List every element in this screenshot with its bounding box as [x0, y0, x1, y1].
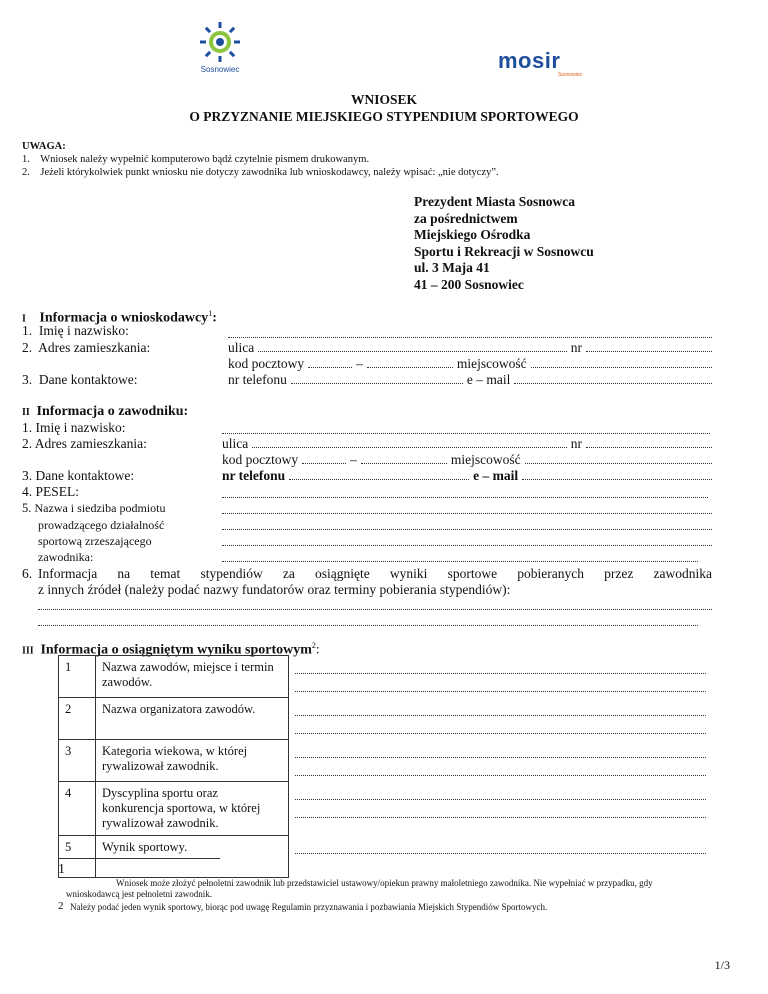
row-num: 1 — [59, 656, 96, 698]
row-num: 4 — [59, 782, 96, 836]
s2-stipend-field-2[interactable] — [38, 614, 698, 626]
s1-contact-row[interactable]: nr telefonu e – mail — [228, 372, 712, 388]
section-1-heading: I Informacja o wnioskodawcy$^1$: — [22, 309, 217, 326]
addressee-line: za pośrednictwem — [414, 210, 518, 226]
s1-item-1: 1. Imię i nazwisko: — [22, 323, 129, 338]
footnote-1-text: Wniosek może złożyć pełnoletni zawodnik lub przedstawiciel ustawowy/opiekun prawny małoletniego zawodnika. Nie wypełniać w przypadku, gdy wnioskodawcą jest pełnoletni zawodnik. — [66, 878, 653, 899]
row-num: 2 — [59, 698, 96, 740]
table-row — [59, 698, 713, 740]
mosir-logo-text: mosir — [498, 48, 561, 73]
svg-text:Sosnowiec: Sosnowiec — [200, 65, 240, 74]
s2-club-field-2[interactable] — [222, 518, 712, 530]
s2-contact-row[interactable]: nr telefonu e – mail — [222, 468, 712, 484]
s1-postal-row[interactable]: kod pocztowy – miejscowość — [228, 356, 712, 372]
row-label: Nazwa organizatora zawodów. — [96, 698, 289, 740]
addressee-line: ul. 3 Maja 41 — [414, 260, 490, 275]
doc-title-1: WNIOSEK — [350, 92, 418, 107]
section-2-heading: II Informacja o zawodniku: — [22, 404, 189, 419]
section-3-heading: III Informacja o osiągniętym wyniku sportowym$^2$: — [22, 641, 320, 658]
row-value[interactable] — [289, 782, 713, 836]
row-num: 5 — [59, 836, 96, 878]
s2-item-3: 3. Dane kontaktowe: — [22, 468, 135, 483]
s1-item-3: 3. Dane kontaktowe: — [22, 372, 138, 387]
mosir-logo — [498, 48, 598, 78]
footnote-divider — [58, 858, 220, 859]
doc-title-2: O PRZYZNANIE MIEJSKIEGO STYPENDIUM SPORTOWEGO — [189, 109, 579, 124]
row-value[interactable] — [289, 836, 713, 878]
footnote-2-text: Należy podać jeden wynik sportowy, biorąc pod uwagę Regulamin przyznawania i pozbawiania Miejskich Stypendiów Sportowych. — [70, 902, 548, 912]
addressee-line: 41 – 200 Sosnowiec — [414, 276, 524, 292]
mosir-logo-sub: Sosnowiec — [558, 72, 583, 78]
addressee-line: Prezydent Miasta Sosnowca — [414, 194, 575, 209]
s2-item-5-desc: prowadzącego działalność sportową zrzeszającego zawodnika: — [38, 518, 165, 564]
s2-item-2: 2. Adres zamieszkania: — [22, 436, 147, 451]
footnote-2-num: 2 — [58, 900, 64, 912]
table-row — [59, 836, 713, 878]
row-value[interactable] — [289, 656, 713, 698]
row-label: Dyscyplina sportu oraz konkurencja sportowa, w której rywalizował zawodnik. — [96, 782, 289, 836]
row-label: Wynik sportowy. — [96, 836, 289, 878]
uwaga-item-2: 2. Jeżeli którykolwiek punkt wniosku nie dotyczy zawodnika lub wnioskodawcy, należy wpisać: „nie dotyczy”. — [22, 167, 499, 178]
s2-item-6-line2: z innych źródeł (należy podać nazwy fundatorów oraz terminy pobierania stypendiów): — [38, 582, 511, 597]
table-row — [59, 740, 713, 782]
s2-club-field-4[interactable] — [222, 550, 698, 562]
addressee-line: Miejskiego Ośrodka — [414, 227, 531, 242]
s2-postal-row[interactable]: kod pocztowy – miejscowość — [222, 452, 712, 468]
s2-item-1: 1. Imię i nazwisko: — [22, 420, 126, 435]
uwaga-item-1: 1. Wniosek należy wypełnić komputerowo bądź czytelnie pismem drukowanym. — [22, 154, 370, 165]
page-number: 1/3 — [714, 958, 730, 972]
row-value[interactable] — [289, 698, 713, 740]
s2-name-field[interactable] — [222, 422, 710, 434]
s1-street-row[interactable]: ulica nr — [228, 340, 712, 356]
row-value[interactable] — [289, 740, 713, 782]
s2-street-row[interactable]: ulica nr — [222, 436, 712, 452]
sosnowiec-logo — [185, 20, 255, 76]
s2-item-4: 4. PESEL: — [22, 484, 80, 499]
addressee-block — [414, 194, 594, 293]
s2-club-field-1[interactable] — [222, 502, 712, 514]
row-label: Nazwa zawodów, miejsce i termin zawodów. — [96, 656, 289, 698]
row-label: Kategoria wiekowa, w której rywalizował zawodnik. — [96, 740, 289, 782]
s2-stipend-field-1[interactable] — [38, 598, 712, 610]
addressee-line: Sportu i Rekreacji w Sosnowcu — [414, 243, 594, 259]
s2-item-6-line1: Informacja na temat stypendiów za osiągnięte wyniki sportowe pobieranych przez zawodnika — [38, 566, 712, 581]
s1-item-2: 2. Adres zamieszkania: — [22, 340, 151, 355]
results-table — [58, 655, 712, 878]
table-row — [59, 656, 713, 698]
footnote-1-num: 1 — [58, 862, 65, 877]
table-row — [59, 782, 713, 836]
s2-item-5: 5. Nazwa i siedziba podmiotu — [22, 501, 166, 515]
uwaga-heading: UWAGA: — [22, 141, 66, 152]
s2-club-field-3[interactable] — [222, 534, 712, 546]
s1-name-field[interactable] — [228, 326, 712, 338]
row-num: 3 — [59, 740, 96, 782]
s2-pesel-field[interactable] — [222, 486, 708, 498]
s2-item-6-num: 6. — [22, 566, 33, 581]
